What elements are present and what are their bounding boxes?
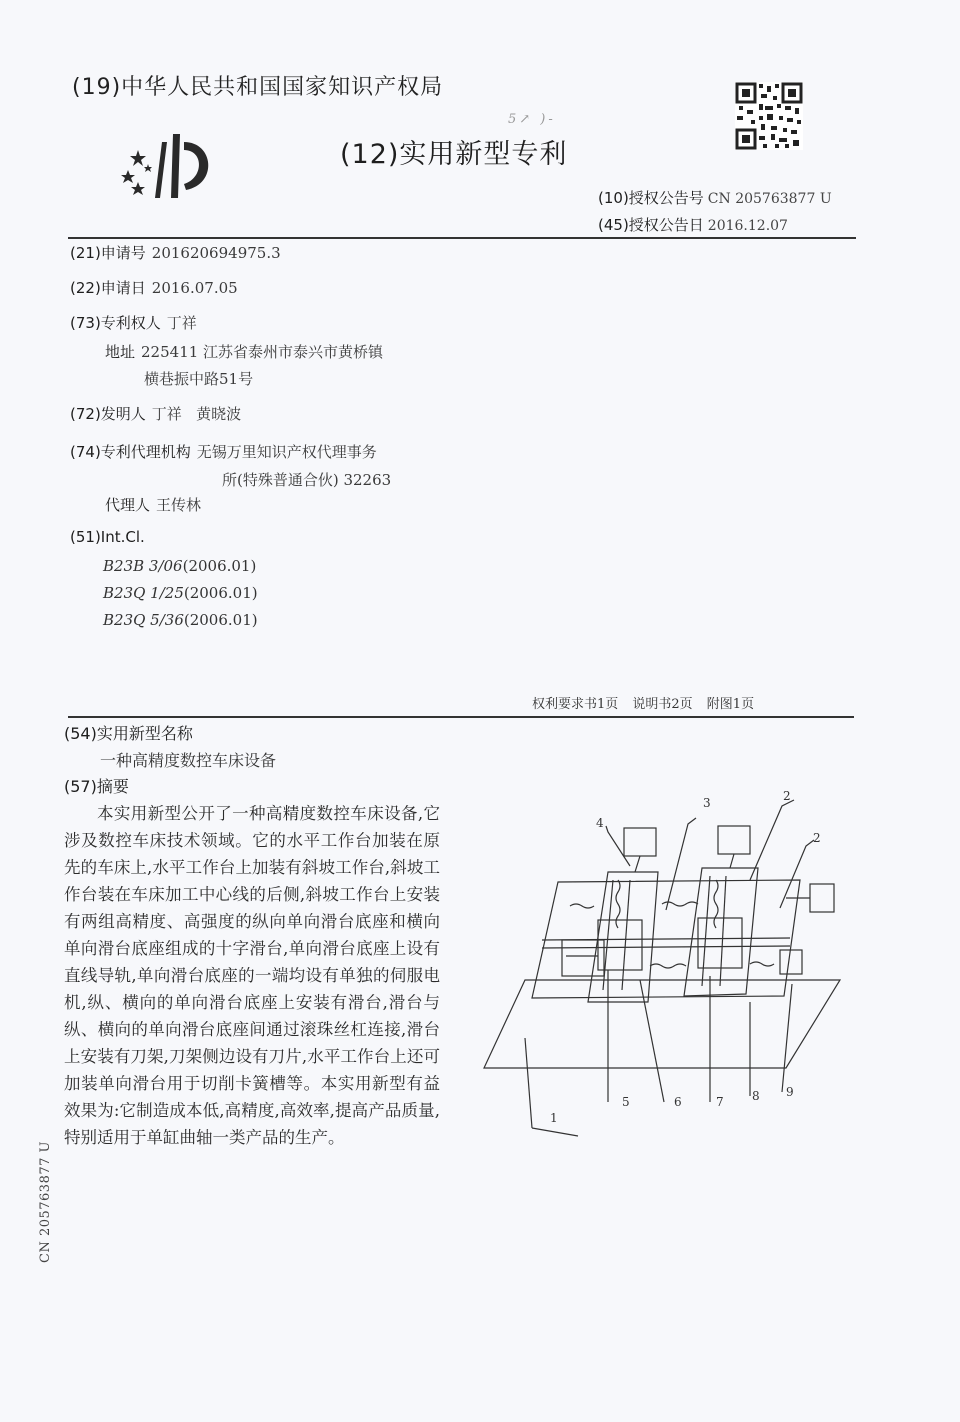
- abstract-text: 本实用新型公开了一种高精度数控车床设备,它涉及数控车床技术领域。它的水平工作台加装在原先的车床上,水平工作台上加装有斜坡工作台,斜坡工作台装在车床加工中心线的后侧,斜坡工作台上安装有两组高精度、高强度的纵向单向滑台底座和横向单向滑台底座组成的十字滑台,单向滑台底座上设有直线导轨,单向滑台底座的一端均设有单独的伺服电机,纵、横向的单向滑台底座上安装有滑台,滑台与纵、横向的单向滑台底座间通过滚珠丝杠连接,滑台上安装有刀架,刀架侧边设有刀片,水平工作台上还可加装单向滑台用于切削卡簧槽等。本实用新型有益效果为:它制造成本低,高精度,高效率,提高产品质量,特别适用于单缸曲轴一类产品的生产。: [64, 804, 440, 1147]
- handwritten-mark: 5↗ )-: [508, 112, 556, 127]
- ipc-row: [103, 611, 258, 629]
- figure-label-2: 2: [783, 789, 791, 803]
- ipc-code: B23Q 1/25: [103, 584, 184, 602]
- figure-label-4: 4: [596, 816, 604, 830]
- ipc-row: [103, 557, 256, 575]
- inventors: [70, 403, 241, 424]
- document-type: (12)实用新型专利: [340, 139, 568, 170]
- ipc-row: [103, 584, 258, 602]
- ipc-version: (2006.01): [183, 611, 258, 629]
- side-publication-number-text: CN 205763877 U: [38, 1141, 53, 1263]
- agent: [105, 494, 201, 515]
- patentee-value: 丁祥: [166, 314, 197, 332]
- patent-agency: [70, 441, 377, 462]
- patentee: [70, 312, 197, 333]
- utility-model-title: 一种高精度数控车床设备: [100, 751, 277, 770]
- publication-number: [598, 187, 832, 208]
- application-number-label: (21)申请号: [70, 244, 146, 262]
- patent-agency-line-1: 无锡万里知识产权代理事务: [196, 443, 377, 461]
- ipc-version: (2006.01): [182, 557, 257, 575]
- agent-label: 代理人: [105, 496, 151, 514]
- application-date-value: 2016.07.05: [151, 279, 238, 297]
- application-number: [70, 242, 281, 263]
- cnipa-logo: [118, 128, 218, 204]
- header-divider: [68, 237, 856, 239]
- patent-agency-line-2: 所(特殊普通合伙) 32263: [222, 471, 392, 489]
- section-divider: [68, 716, 854, 718]
- publication-number-label: (10)授权公告号: [598, 189, 704, 207]
- address: [105, 341, 383, 362]
- servo-motor-right-1: [810, 884, 834, 912]
- figure-label-1: 1: [550, 1111, 558, 1125]
- servo-motor-1: [624, 828, 656, 856]
- side-publication-number: [36, 1135, 56, 1265]
- patentee-label: (73)专利权人: [70, 314, 161, 332]
- qr-code-icon: [735, 82, 803, 150]
- publication-date-value: 2016.12.07: [707, 218, 788, 234]
- address-line-1: 225411 江苏省泰州市泰兴市黄桥镇: [141, 343, 384, 361]
- base-plate: [484, 980, 840, 1068]
- ipc-code: B23B 3/06: [103, 557, 183, 575]
- figure-label-9: 9: [786, 1085, 794, 1099]
- publication-date-label: (45)授权公告日: [598, 216, 704, 234]
- address-label: 地址: [105, 343, 136, 361]
- inventors-value: 丁祥 黄晓波: [151, 405, 242, 423]
- page-count-info: 权利要求书1页 说明书2页 附图1页: [532, 697, 755, 712]
- figure-label-8: 8: [752, 1089, 760, 1103]
- figure-label-3: 3: [703, 796, 711, 810]
- office-header: (19)中华人民共和国国家知识产权局: [72, 75, 444, 100]
- publication-date: [598, 214, 788, 235]
- figure-label-6: 6: [674, 1095, 682, 1109]
- ipc-version: (2006.01): [183, 584, 258, 602]
- figure-label-5: 5: [622, 1095, 630, 1109]
- patent-agency-label: (74)专利代理机构: [70, 443, 191, 461]
- servo-motor-2: [718, 826, 750, 854]
- utility-model-title-label: (54)实用新型名称: [64, 724, 193, 743]
- application-date-label: (22)申请日: [70, 279, 146, 297]
- servo-motor-right-2: [780, 950, 802, 974]
- figure-label-2b: 2: [813, 831, 821, 845]
- application-number-value: 201620694975.3: [151, 244, 281, 262]
- publication-number-value: CN 205763877 U: [707, 191, 832, 207]
- figure-drawing: [470, 780, 850, 1140]
- application-date: [70, 277, 238, 298]
- ipc-label: (51)Int.Cl.: [70, 528, 145, 546]
- abstract-label: (57)摘要: [64, 777, 129, 796]
- agent-value: 王传林: [156, 496, 202, 514]
- address-line-2: 横巷振中路51号: [144, 370, 254, 388]
- figure-label-7: 7: [716, 1095, 724, 1109]
- inventors-label: (72)发明人: [70, 405, 146, 423]
- ipc-code: B23Q 5/36: [103, 611, 184, 629]
